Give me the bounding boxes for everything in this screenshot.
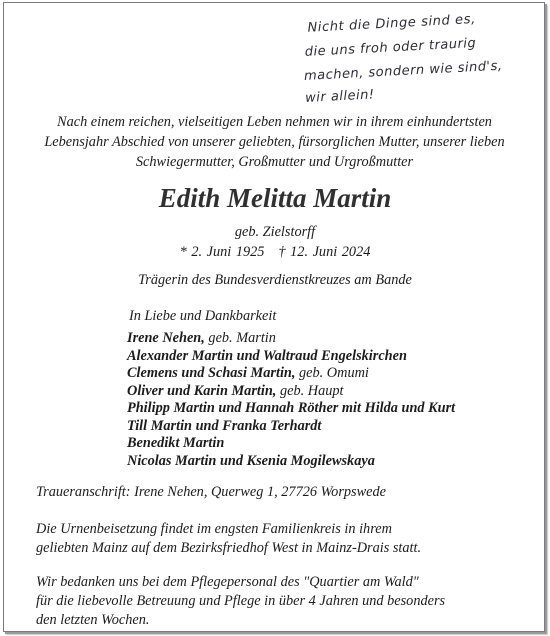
honor-line: Trägerin des Bundesverdienstkreuzes am Bande xyxy=(138,272,412,288)
mourner-entry xyxy=(127,418,455,436)
mourner-entry xyxy=(127,365,455,383)
urn-line: geliebten Mainz auf dem Bezirksfriedhof West in Mainz-Drais statt. xyxy=(36,540,422,556)
thanks-line: den letzten Wochen. xyxy=(36,612,150,628)
mourner-suffix: geb. Martin xyxy=(204,330,276,346)
thanks-line: für die liebevolle Betreuung und Pflege in über 4 Jahren und besonders xyxy=(36,593,446,609)
thanks-line: Wir bedanken uns bei dem Pflegepersonal des "Quartier am Wald" xyxy=(36,574,419,590)
urn-burial-text xyxy=(36,520,516,558)
mourner-names: Till Martin und Franka Terhardt xyxy=(127,417,322,434)
life-dates xyxy=(0,244,550,261)
mourner-names: Clemens und Schasi Martin, xyxy=(127,365,296,381)
birth-name: geb. Zielstorff xyxy=(234,224,316,240)
mourning-address: Traueranschrift: Irene Nehen, Querweg 1, 27726 Worpswede xyxy=(36,484,386,500)
deceased-name: Edith Melitta Martin xyxy=(158,183,392,213)
intro-line: Lebensjahr Abschied von unserer geliebten, fürsorglichen Mutter, unserer lieben xyxy=(44,134,505,150)
handwritten-line: Nicht die Dinge sind es, xyxy=(307,11,477,36)
urn-line: Die Urnenbeisetzung findet im engsten Familienkreis in ihrem xyxy=(36,521,392,537)
mourner-entry xyxy=(127,348,455,366)
mourner-names: Alexander Martin und Waltraud Engelskirchen xyxy=(127,347,407,364)
intro-line: Nach einem reichen, vielseitigen Leben nehmen wir in ihrem einhundertsten xyxy=(57,114,492,130)
mourners-list xyxy=(127,330,455,470)
intro-line: Schwiegermutter, Großmutter und Urgroßmutter xyxy=(135,154,414,170)
death-date: † 12. Juni 2024 xyxy=(278,244,371,260)
mourner-entry xyxy=(127,435,455,453)
handwritten-line: die uns froh oder traurig xyxy=(304,35,477,60)
mourner-entry xyxy=(127,330,455,348)
handwritten-line: machen, sondern wie sind's, xyxy=(303,58,503,84)
mourner-entry xyxy=(127,400,455,418)
mourners-intro: In Liebe und Dankbarkeit xyxy=(129,308,277,324)
handwritten-line: wir allein! xyxy=(304,87,375,106)
mourner-entry xyxy=(127,453,455,471)
mourner-names: Oliver und Karin Martin, xyxy=(127,382,277,399)
mourner-suffix: geb. Omumi xyxy=(295,365,369,381)
mourner-names: Irene Nehen, xyxy=(127,330,205,346)
mourner-names: Philipp Martin und Hannah Röther mit Hilda und Kurt xyxy=(127,400,456,416)
birth-date: * 2. Juni 1925 xyxy=(179,244,265,260)
mourner-names: Nicolas Martin und Ksenia Mogilewskaya xyxy=(127,452,375,469)
intro-text xyxy=(22,112,527,172)
handwritten-note xyxy=(297,1,502,107)
thanks-text xyxy=(36,573,516,630)
mourner-suffix: geb. Haupt xyxy=(276,382,344,399)
mourner-entry xyxy=(127,383,455,401)
mourner-names: Benedikt Martin xyxy=(127,435,225,451)
